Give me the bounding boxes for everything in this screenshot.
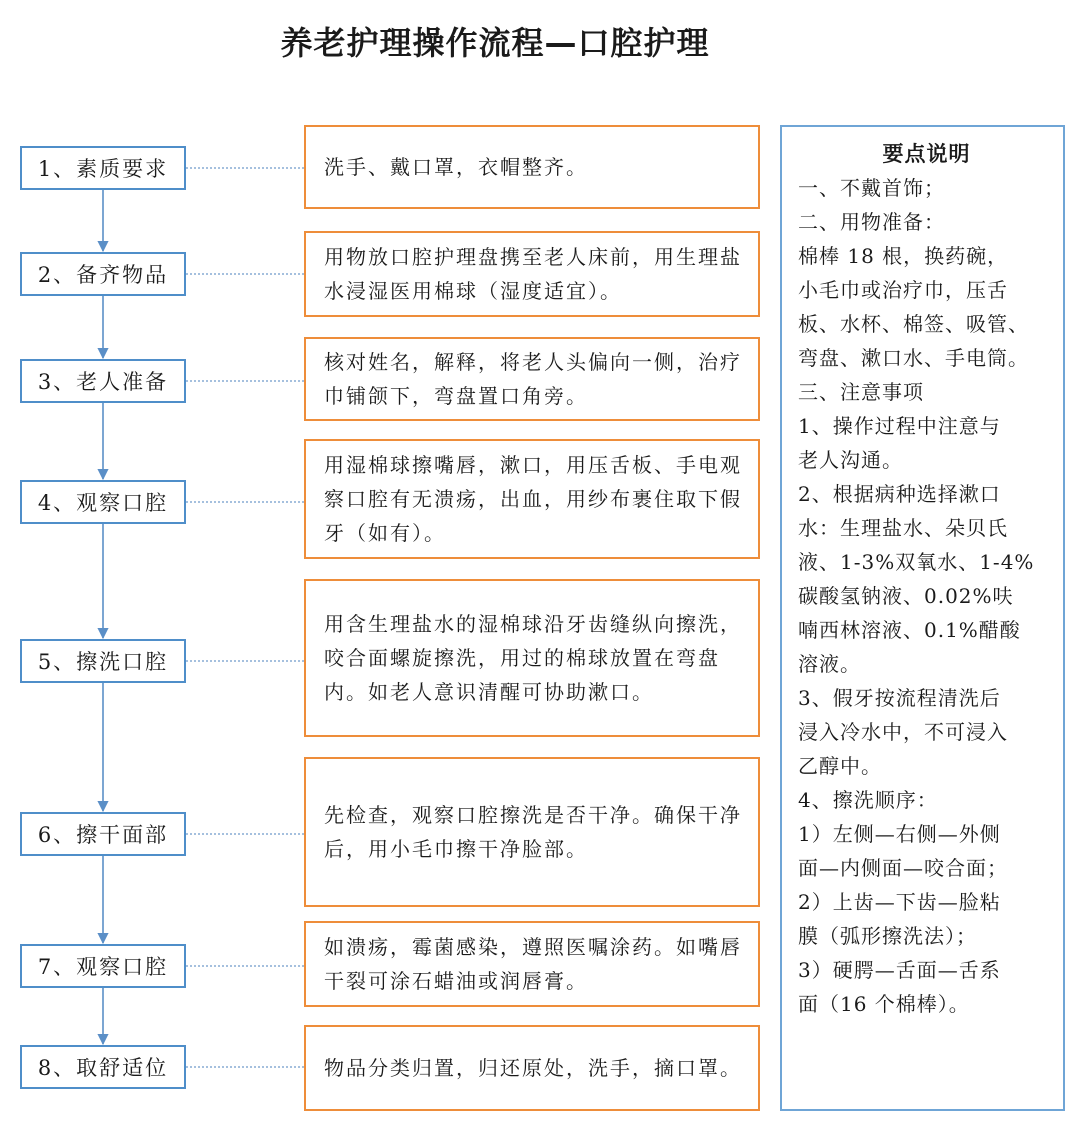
step-4-description-text: 用湿棉球擦嘴唇，漱口，用压舌板、手电观察口腔有无溃疡，出血，用纱布裹住取下假牙（如有）。 [324,453,742,545]
key-point-line: 板、水杯、棉签、吸管、 [798,312,1029,336]
step-8-box: 8、取舒适位 [20,1045,186,1089]
step-6-description [304,757,760,907]
step-3-description-text: 核对姓名，解释，将老人头偏向一侧，治疗巾铺颌下，弯盘置口角旁。 [324,350,742,408]
key-point-line: 1、操作过程中注意与 [798,414,1001,438]
key-point-line: 乙醇中。 [798,754,882,778]
step-5-description-text: 用含生理盐水的湿棉球沿牙齿缝纵向擦洗，咬合面螺旋擦洗，用过的棉球放置在弯盘内。如老人意识清醒可协助漱口。 [324,612,742,704]
step-4-description [304,439,760,559]
key-point-line: 水：生理盐水、朵贝氏 [798,516,1008,540]
step-2-box: 2、备齐物品 [20,252,186,296]
step-7-box: 7、观察口腔 [20,944,186,988]
key-point-line: 弯盘、漱口水、手电筒。 [798,346,1029,370]
step-1-description [304,125,760,209]
key-point-line: 2）上齿—下齿—脸粘 [798,890,1001,914]
key-point-line: 三、注意事项 [798,380,924,404]
key-point-line: 一、不戴首饰； [798,176,945,200]
key-points-title: 要点说明 [882,141,971,166]
key-point-line: 溶液。 [798,652,861,676]
key-point-line: 二、用物准备： [798,210,945,234]
step-1-box: 1、素质要求 [20,146,186,190]
page-title: 养老护理操作流程—口腔护理 [280,24,710,62]
key-point-line: 4、擦洗顺序： [798,788,938,812]
key-point-line: 碳酸氢钠液、0.02%呋 [798,584,1014,608]
step-7-description [304,921,760,1007]
key-points-panel [780,125,1065,1111]
step-3-box: 3、老人准备 [20,359,186,403]
step-7-description-text: 如溃疡，霉菌感染，遵照医嘱涂药。如嘴唇干裂可涂石蜡油或润唇膏。 [324,935,742,993]
step-8-description-text: 物品分类归置，归还原处，洗手，摘口罩。 [324,1056,742,1080]
key-point-line: 棉棒 18 根，换药碗， [798,244,1009,268]
key-point-line: 液、1-3%双氧水、1-4% [798,550,1035,574]
key-point-line: 面（16 个棉棒）。 [798,992,970,1016]
key-point-line: 浸入冷水中，不可浸入 [798,720,1008,744]
step-3-description [304,337,760,421]
key-point-line: 3）硬腭—舌面—舌系 [798,958,1001,982]
step-5-box: 5、擦洗口腔 [20,639,186,683]
step-8-description [304,1025,760,1111]
key-point-line: 2、根据病种选择漱口 [798,482,1001,506]
step-4-box: 4、观察口腔 [20,480,186,524]
step-1-description-text: 洗手、戴口罩，衣帽整齐。 [324,155,588,179]
step-6-box: 6、擦干面部 [20,812,186,856]
step-5-description [304,579,760,737]
key-point-line: 面—内侧面—咬合面； [798,856,1008,880]
key-point-line: 喃西林溶液、0.1%醋酸 [798,618,1021,642]
step-6-description-text: 先检查，观察口腔擦洗是否干净。确保干净后，用小毛巾擦干净脸部。 [324,803,742,861]
key-point-line: 3、假牙按流程清洗后 [798,686,1001,710]
key-point-line: 老人沟通。 [798,448,903,472]
step-2-description [304,231,760,317]
key-point-line: 小毛巾或治疗巾，压舌 [798,278,1008,302]
step-2-description-text: 用物放口腔护理盘携至老人床前，用生理盐水浸湿医用棉球（湿度适宜）。 [324,245,742,303]
key-point-line: 1）左侧—右侧—外侧 [798,822,1001,846]
key-point-line: 膜（弧形擦洗法）； [798,924,977,948]
